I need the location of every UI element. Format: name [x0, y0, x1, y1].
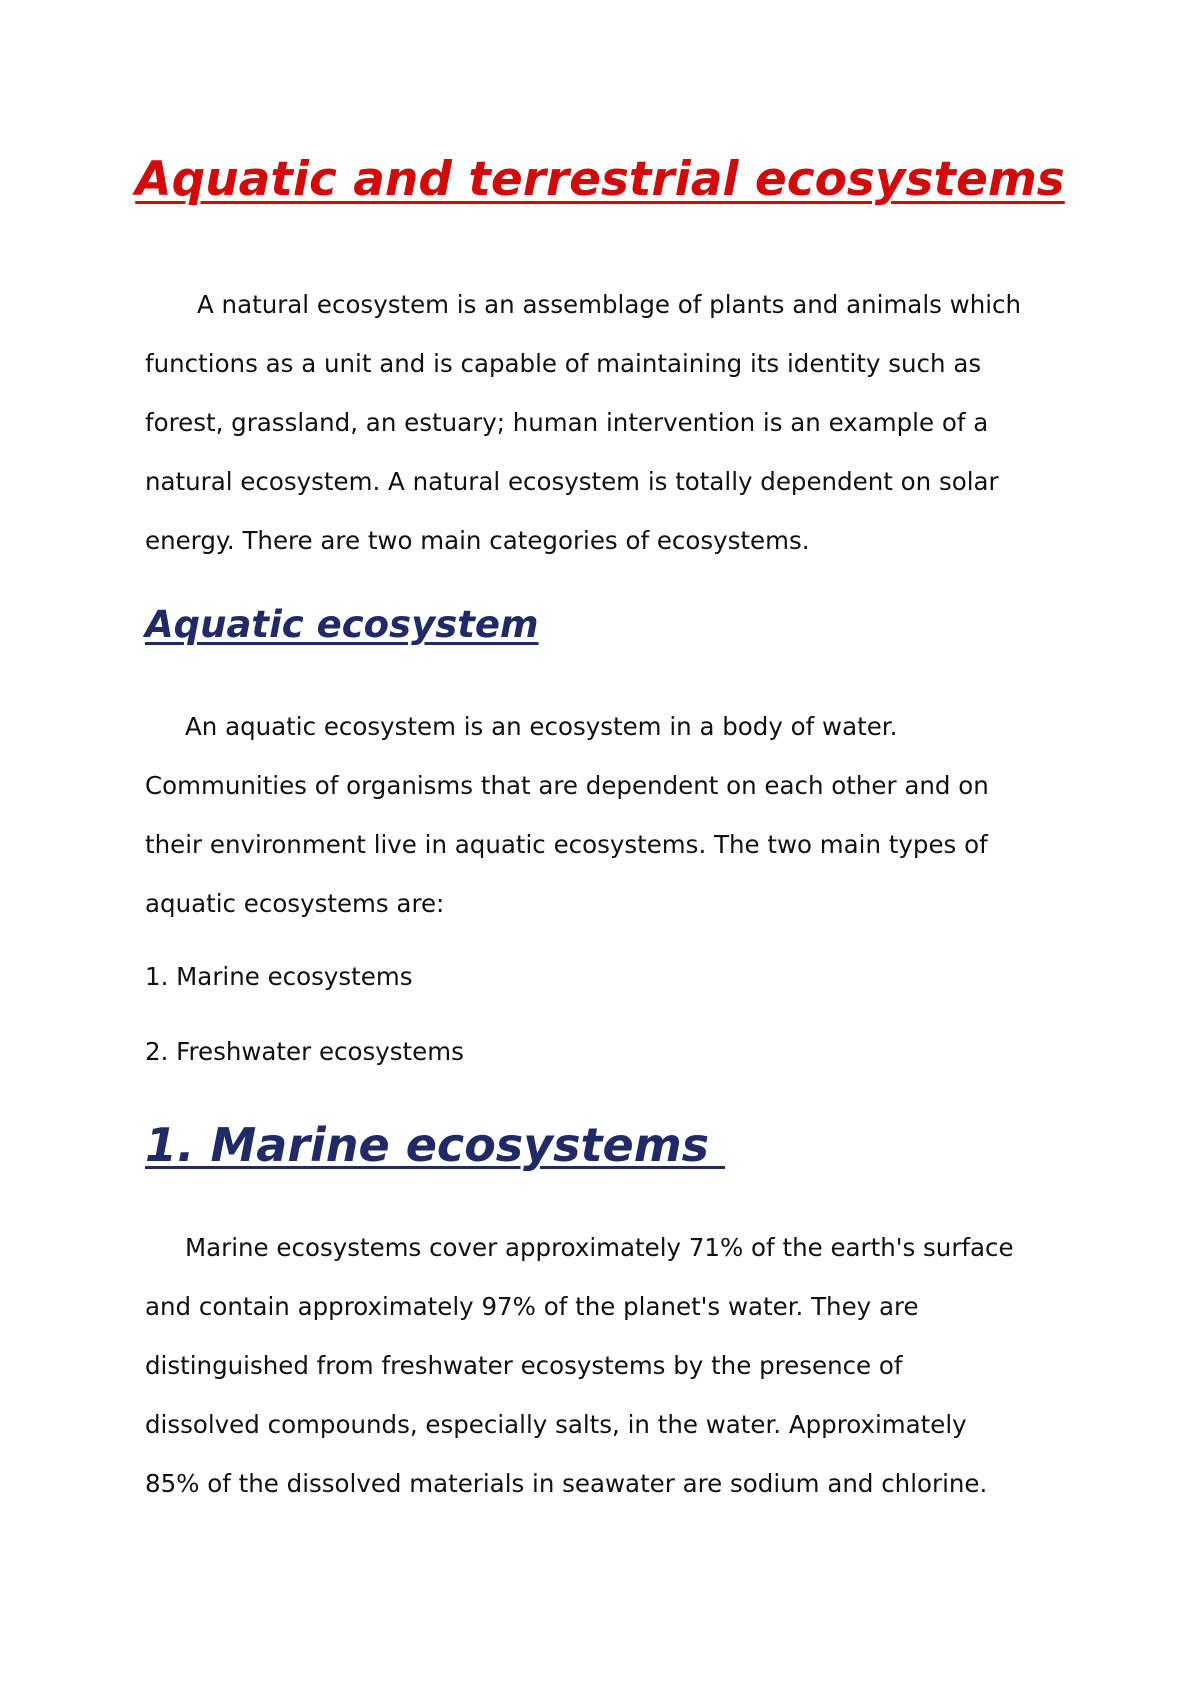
intro-line: natural ecosystem. A natural ecosystem is totally dependent on solar	[145, 467, 999, 496]
intro-line: A natural ecosystem is an assemblage of plants and animals which	[197, 290, 1022, 319]
list-item-freshwater: 2. Freshwater ecosystems	[145, 1037, 464, 1066]
aquatic-line: Communities of organisms that are dependent on each other and on	[145, 771, 989, 800]
aquatic-paragraph	[145, 697, 1085, 933]
intro-paragraph	[145, 275, 1085, 570]
intro-line: forest, grassland, an estuary; human intervention is an example of a	[145, 408, 989, 437]
marine-line: dissolved compounds, especially salts, in the water. Approximately	[145, 1410, 967, 1439]
marine-line: and contain approximately 97% of the planet's water. They are	[145, 1292, 919, 1321]
marine-ecosystems-heading: 1. Marine ecosystems	[145, 1118, 726, 1172]
intro-line: functions as a unit and is capable of maintaining its identity such as	[145, 349, 982, 378]
aquatic-ecosystem-heading: Aquatic ecosystem	[145, 603, 539, 646]
aquatic-line: An aquatic ecosystem is an ecosystem in a body of water.	[185, 712, 898, 741]
marine-line: distinguished from freshwater ecosystems by the presence of	[145, 1351, 903, 1380]
aquatic-line: aquatic ecosystems are:	[145, 889, 445, 918]
marine-line: 85% of the dissolved materials in seawater are sodium and chlorine.	[145, 1469, 988, 1498]
intro-line: energy. There are two main categories of ecosystems.	[145, 526, 810, 555]
marine-line: Marine ecosystems cover approximately 71% of the earth's surface	[185, 1233, 1014, 1262]
document-title: Aquatic and terrestrial ecosystems	[135, 152, 1065, 207]
list-item-marine: 1. Marine ecosystems	[145, 962, 413, 991]
aquatic-line: their environment live in aquatic ecosystems. The two main types of	[145, 830, 988, 859]
marine-paragraph	[145, 1218, 1085, 1513]
